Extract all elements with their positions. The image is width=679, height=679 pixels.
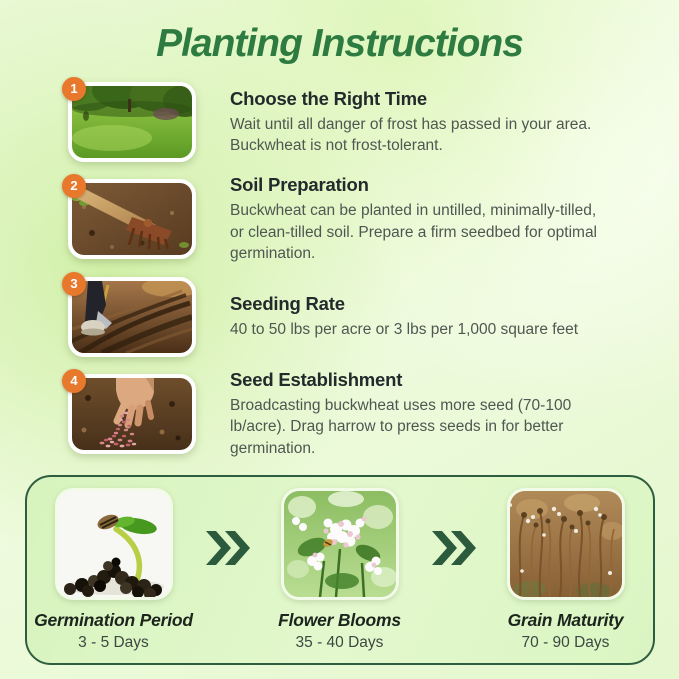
- step-2-rake-photo: [68, 179, 196, 259]
- stage-flower-blooms: [254, 488, 426, 652]
- step-4-number-badge: 4: [62, 369, 86, 393]
- stage-grain-maturity-label: Grain Maturity: [507, 610, 624, 630]
- step-1-description: Wait until all danger of frost has passed in your area. Buckwheat is not frost-tolerant.: [230, 115, 592, 154]
- stage-grain-maturity: [480, 488, 652, 652]
- furrows-photo-illustration: [72, 281, 192, 353]
- stage-germination-label: Germination Period: [34, 610, 193, 630]
- timeline-separator-1: [200, 530, 254, 610]
- step-3-number-badge: 3: [62, 272, 86, 296]
- page-title: Planting Instructions: [156, 22, 523, 65]
- step-row-2: [68, 174, 679, 265]
- step-1-heading: Choose the Right Time: [230, 87, 427, 109]
- step-row-3: [68, 277, 679, 357]
- step-4-sowing-photo: [68, 374, 196, 454]
- hand-sowing-photo-illustration: [72, 378, 192, 450]
- rake-photo-illustration: [72, 183, 192, 255]
- step-1-text: [230, 88, 630, 157]
- timeline-separator-2: [426, 530, 480, 610]
- double-chevron-right-icon: [204, 530, 250, 566]
- double-chevron-right-icon: [430, 530, 476, 566]
- step-1-lawn-photo: [68, 82, 196, 162]
- stage-germination: [28, 488, 200, 652]
- step-4-heading: Seed Establishment: [230, 368, 403, 390]
- grain-photo-illustration: [510, 491, 622, 597]
- flowers-photo-illustration: [284, 491, 396, 597]
- stage-grain-maturity-duration: 70 - 90 Days: [521, 634, 610, 651]
- stage-germination-duration: 3 - 5 Days: [78, 634, 149, 651]
- step-2-text: [230, 174, 602, 265]
- lawn-photo-illustration: [72, 86, 192, 158]
- steps-section: [0, 82, 679, 459]
- buckwheat-flowers-photo: [281, 488, 399, 600]
- stage-flower-blooms-label: Flower Blooms: [278, 610, 401, 630]
- step-row-1: [68, 82, 679, 162]
- step-2-number-badge: 2: [62, 174, 86, 198]
- growth-timeline-panel: [25, 475, 655, 665]
- step-4-description: Broadcasting buckwheat uses more seed (70-100 lb/acre). Drag harrow to press seeds in for better germination.: [230, 396, 572, 457]
- step-3-heading: Seeding Rate: [230, 292, 345, 314]
- step-3-description: 40 to 50 lbs per acre or 3 lbs per 1,000 square feet: [230, 320, 579, 338]
- step-row-4: [68, 369, 679, 460]
- step-1-number-badge: 1: [62, 77, 86, 101]
- step-3-furrows-photo: [68, 277, 196, 357]
- step-2-heading: Soil Preparation: [230, 174, 369, 195]
- sprout-photo-illustration: [58, 491, 170, 597]
- step-3-text: [230, 293, 578, 341]
- sprout-photo: [55, 488, 173, 600]
- step-2-description: Buckwheat can be planted in untilled, minimally-tilled, or clean-tilled soil. Prepare a firm seedbed for optimal germination.: [230, 202, 598, 262]
- step-4-text: [230, 369, 576, 460]
- stage-flower-blooms-duration: 35 - 40 Days: [295, 634, 384, 651]
- mature-grain-photo: [507, 488, 625, 600]
